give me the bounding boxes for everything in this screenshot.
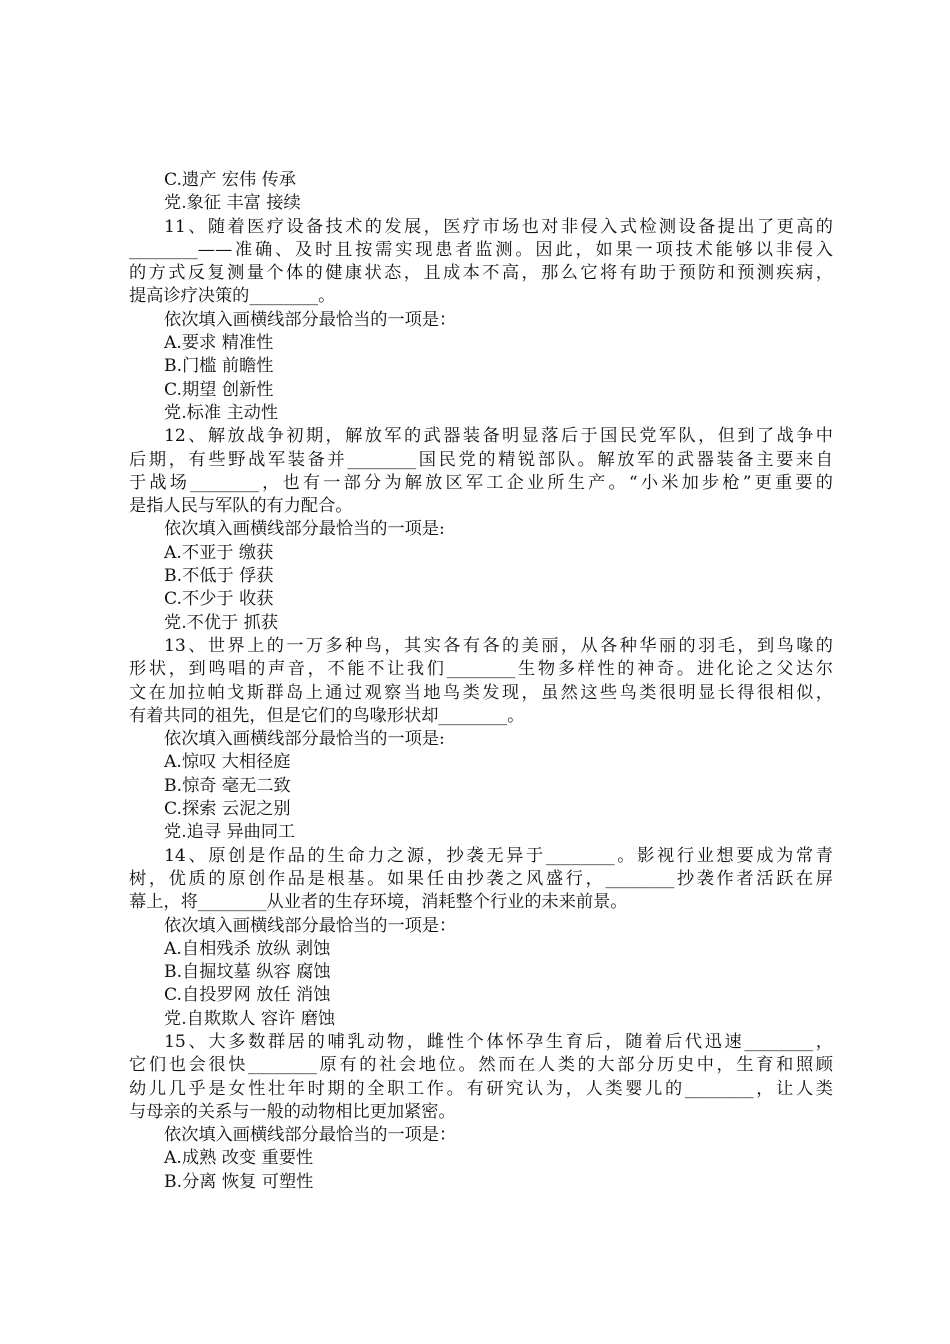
answer-option: 党.不优于 抓获: [164, 612, 279, 633]
document-body: [129, 169, 833, 1194]
answer-option: C.期望 创新性: [164, 379, 274, 400]
question-text-continued: 树，优质的原创作品是根基。如果任由抄袭之风盛行，________抄袭作者活跃在屏: [129, 868, 833, 889]
question-prompt: 依次填入画横线部分最恰当的一项是：: [164, 915, 457, 936]
question-text-continued: 文在加拉帕戈斯群岛上通过观察当地鸟类发现，虽然这些鸟类很明显长得很相似，: [129, 682, 833, 703]
question-prompt: 依次填入画横线部分最恰当的一项是：: [164, 1125, 457, 1146]
answer-option: A.成熟 改变 重要性: [164, 1148, 314, 1169]
question-text-continued: ________——准确、及时且按需实现患者监测。因此，如果一项技术能够以非侵入: [129, 239, 833, 260]
answer-option: C.探索 云泥之别: [164, 799, 291, 820]
question-text: 12、解放战争初期，解放军的武器装备明显落后于国民党军队，但到了战争中: [164, 426, 833, 447]
answer-option: B.分离 恢复 可塑性: [164, 1171, 314, 1192]
question-prompt: 依次填入画横线部分最恰当的一项是:: [164, 519, 445, 540]
question-text-end: 提高诊疗决策的________。: [129, 286, 336, 307]
question-text: 13、世界上的一万多种鸟，其实各有各的美丽，从各种华丽的羽毛，到鸟喙的: [164, 635, 833, 656]
question-text-end: 有着共同的祖先，但是它们的鸟喙形状却________。: [129, 705, 525, 726]
answer-option: A.自相残杀 放纵 剥蚀: [164, 938, 331, 959]
answer-option: C.自投罗网 放任 消蚀: [164, 985, 331, 1006]
answer-option: 党.象征 丰富 接续: [164, 193, 301, 214]
answer-option: A.要求 精准性: [164, 333, 274, 354]
question-text-end: 与母亲的关系与一般的动物相比更加紧密。: [129, 1101, 456, 1122]
question-text: 14、原创是作品的生命力之源，抄袭无异于________。影视行业想要成为常青: [164, 845, 833, 866]
question-text-end: 幕上，将________从业者的生存环境，消耗整个行业的未来前景。: [129, 892, 628, 913]
answer-option: B.门槛 前瞻性: [164, 356, 274, 377]
question-text-continued: 后期，有些野战军装备并________国民党的精锐部队。解放军的武器装备主要来自: [129, 449, 833, 470]
question-prompt: 依次填入画横线部分最恰当的一项是:: [164, 729, 445, 750]
question-text-continued: 的方式反复测量个体的健康状态，且成本不高，那么它将有助于预防和预测疾病，: [129, 263, 833, 284]
answer-option: 党.自欺欺人 容许 磨蚀: [164, 1008, 336, 1029]
question-prompt: 依次填入画横线部分最恰当的一项是：: [164, 309, 457, 330]
question-text-continued: 于战场________，也有一部分为解放区军工企业所生产。“小米加步枪”更重要的: [129, 472, 833, 493]
answer-option: 党.标准 主动性: [164, 402, 279, 423]
question-text: 15、大多数群居的哺乳动物，雌性个体怀孕生育后，随着后代迅速________，: [164, 1031, 833, 1052]
answer-option: A.惊叹 大相径庭: [164, 752, 291, 773]
question-text-end: 是指人民与军队的有力配合。: [129, 496, 353, 517]
question-text-continued: 形状，到鸣唱的声音，不能不让我们________生物多样性的神奇。进化论之父达尔: [129, 659, 833, 680]
question-text-continued: 它们也会很快________原有的社会地位。然而在人类的大部分历史中，生育和照顾: [129, 1055, 833, 1076]
answer-option: C.遗产 宏伟 传承: [164, 170, 297, 190]
question-text: 11、随着医疗设备技术的发展，医疗市场也对非侵入式检测设备提出了更高的: [164, 216, 833, 237]
answer-option: B.惊奇 毫无二致: [164, 775, 291, 796]
answer-option: 党.追寻 异曲同工: [164, 822, 296, 843]
answer-option: B.不低于 俘获: [164, 566, 274, 587]
answer-option: B.自掘坟墓 纵容 腐蚀: [164, 962, 331, 983]
question-text-continued: 幼儿几乎是女性壮年时期的全职工作。有研究认为，人类婴儿的________，让人类: [129, 1078, 833, 1099]
answer-option: C.不少于 收获: [164, 589, 274, 610]
answer-option: A.不亚于 缴获: [164, 542, 274, 563]
